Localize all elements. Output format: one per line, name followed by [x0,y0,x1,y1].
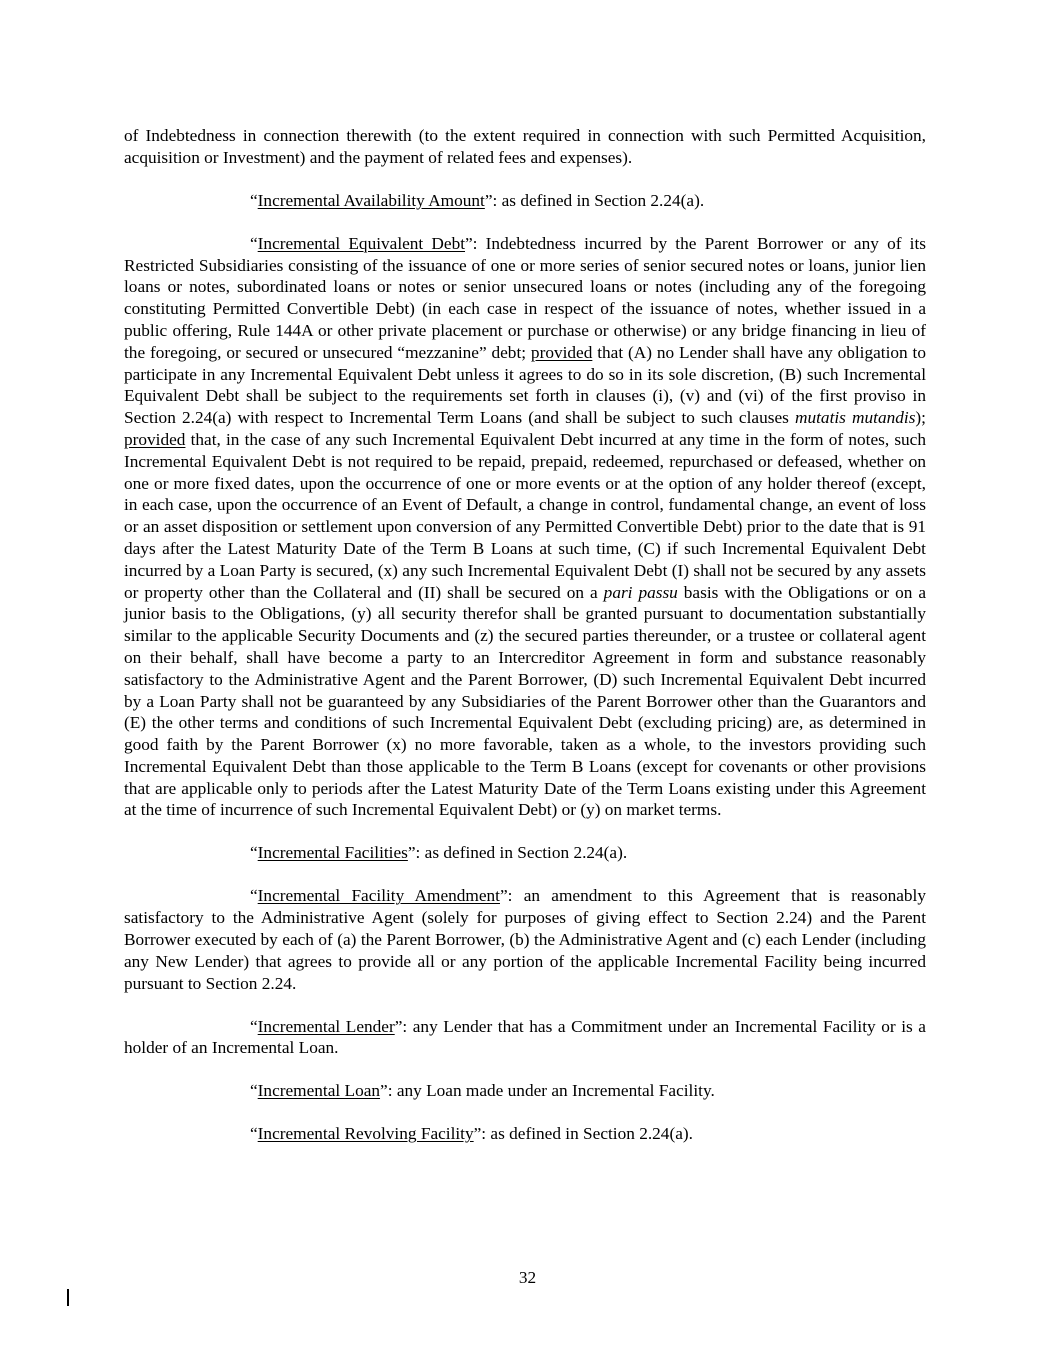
defined-term: Incremental Lender [257,1016,395,1036]
text-run: “ [250,886,258,906]
text-run: “ [250,190,258,210]
page-number: 32 [518,1268,537,1287]
defined-term: provided [530,342,593,362]
paragraph [124,125,926,169]
defined-term: Incremental Equivalent Debt [257,233,466,253]
text-run: ”: as defined in Section 2.24(a). [407,843,628,863]
revision-change-bar [67,1289,69,1306]
text-run: ); [915,408,926,428]
defined-term: Incremental Loan [257,1081,381,1101]
text-run: “ [250,843,258,863]
text-run: ”: any Lender that has a Commitment under an Incremental Facility or is a holder of an Incremental Loan. [124,1016,926,1058]
text-run: of Indebtedness in connection therewith (to the extent required in connection with such Permitted Acquisition, acquisition or Investment) and the payment of related fees and expenses). [124,126,926,167]
text-run: ”: an amendment to this Agreement that is reasonably satisfactory to the Administrative Agent (solely for purposes of giving effect to Section 2.24) and the Parent Borrower executed by each of (a) the Parent Borrower, (b) the Administrative Agent and (c) each Lender (including any New Lender) that agrees to provide all or any portion of the applicable Incremental Facility being incurred pursuant to Section 2.24. [124,886,926,993]
text-run: basis with the Obligations or on a junior basis to the Obligations, (y) all security therefor shall be granted pursuant to documentation substantially similar to the applicable Security Documents and (z) the secured parties thereunder, or a trustee or collateral agent on their behalf, shall have become a party to an Intercreditor Agreement in form and substance reasonably satisfactory to the Administrative Agent and the Parent Borrower, (D) such Incremental Equivalent Debt incurred by a Loan Party shall not be guaranteed by any Subsidiaries of the Parent Borrower other than the Guarantors and (E) the other terms and conditions of such Incremental Equivalent Debt (excluding pricing) are, as determined in good faith by the Parent Borrower (x) no more favorable, taken as a whole, to the investors providing such Incremental Equivalent Debt than those applicable to the Term B Loans (except for covenants or other provisions that are applicable only to periods after the Latest Maturity Date of the Term Loans existing under this Agreement at the time of incurrence of such Incremental Equivalent Debt) or (y) on market terms. [124,582,926,820]
text-run: “ [250,1016,258,1036]
defined-term: provided [124,429,186,449]
italic-phrase: mutatis mutandis [795,408,916,428]
text-run: that, in the case of any such Incremental Equivalent Debt incurred at any time in the form of notes, such Incremental Equivalent Debt is not required to be repaid, prepaid, redeemed, repurchased or defeased, whether on one or more fixed dates, upon the occurrence of one or more events or at the option of any holder thereof (except, in each case, upon the occurrence of an Event of Default, a change in control, fundamental change, an event of loss or an asset disposition or settlement upon conversion of any Permitted Convertible Debt) prior to the date that is 91 days after the Latest Maturity Date of the Term B Loans at such time, (C) if such Incremental Equivalent Debt incurred by a Loan Party is secured, (x) any such Incremental Equivalent Debt (I) shall not be secured by any assets or property other than the Collateral and (II) shall be secured on a [124,429,926,602]
text-run: “ [250,1124,258,1144]
paragraph [124,1080,926,1102]
text-run: “ [250,233,258,253]
text-run: ”: as defined in Section 2.24(a). [473,1124,693,1144]
paragraph [124,1016,926,1060]
document-body [124,125,926,1145]
text-run: that (A) no Lender shall have any obligation to participate in any Incremental Equivalent Debt unless it agrees to do so in its sole discretion, (B) such Incremental Equivalent Debt shall be subject to the requirements set forth in clauses (i), (v) and (vi) of the first proviso in Section 2.24(a) with respect to Incremental Term Loans (and shall be subject to such clauses [124,342,926,428]
paragraph [124,842,926,864]
paragraph [124,1123,926,1145]
paragraph [124,233,926,822]
text-run: ”: as defined in Section 2.24(a). [484,190,705,210]
defined-term: Incremental Facilities [257,843,408,863]
paragraph [124,885,926,994]
text-run: “ [250,1081,258,1101]
text-run: ”: Indebtedness incurred by the Parent Borrower or any of its Restricted Subsidiaries consisting of the issuance of one or more series of senior secured notes or loans, junior lien loans or notes, subordinated loans or notes or senior unsecured loans or notes (including any of the foregoing constituting Permitted Convertible Debt) (in each case in respect of the issuance of notes, whether issued in a public offering, Rule 144A or other private placement or purchase or otherwise) or any bridge financing in lieu of the foregoing, or secured or unsecured “mezzanine” debt; [124,233,926,362]
italic-phrase: pari passu [603,582,678,602]
defined-term: Incremental Availability Amount [257,190,485,210]
defined-term: Incremental Facility Amendment [257,886,500,906]
paragraph [124,190,926,212]
text-run: ”: any Loan made under an Incremental Facility. [380,1081,715,1101]
defined-term: Incremental Revolving Facility [257,1124,474,1144]
